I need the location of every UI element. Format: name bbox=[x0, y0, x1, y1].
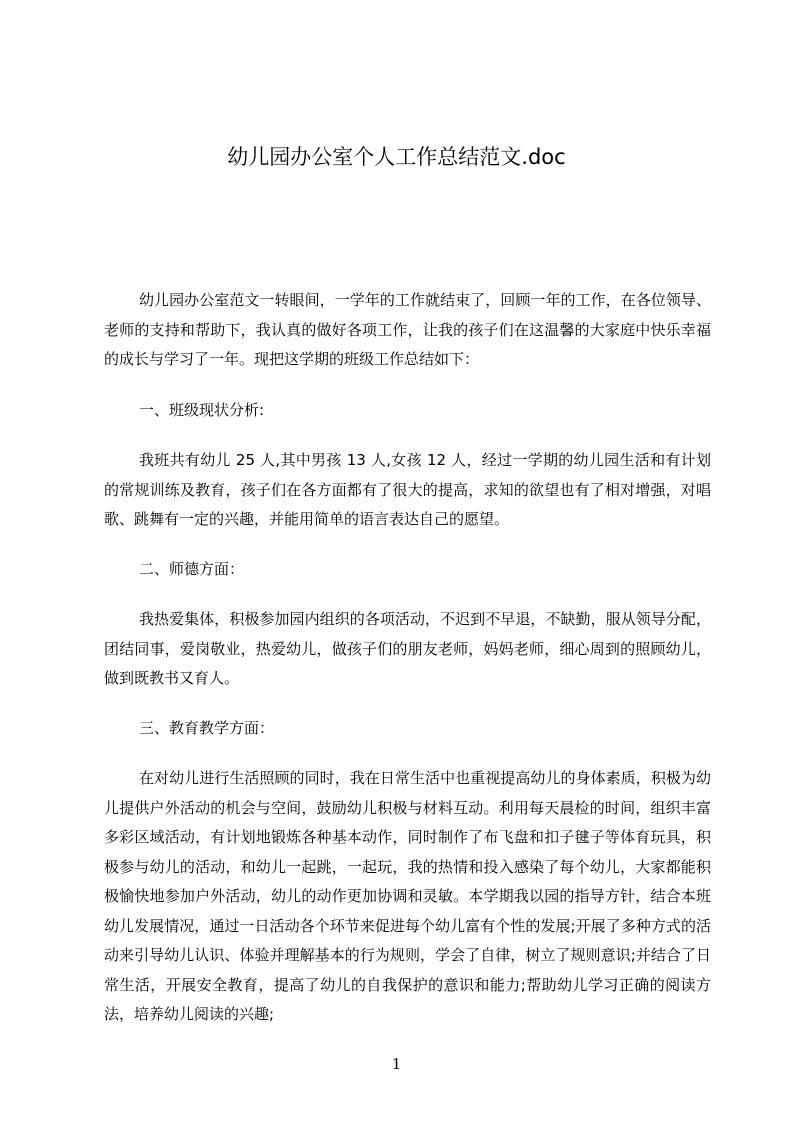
page-number: 1 bbox=[391, 1055, 402, 1073]
section-2-body: 我热爱集体，积极参加园内组织的各项活动，不迟到不早退，不缺勤，服从领导分配，团结同事，爱岗敬业，热爱幼儿，做孩子们的朋友老师，妈妈老师，细心周到的照顾幼儿，做到既教书又育人。 bbox=[104, 610, 711, 687]
section-3-body: 在对幼儿进行生活照顾的同时，我在日常生活中也重视提高幼儿的身体素质，积极为幼儿提供户外活动的机会与空间，鼓励幼儿积极与材料互动。利用每天晨检的时间，组织丰富多彩区域活动，有计划地锻炼各种基本动作，同时制作了布飞盘和扣子毽子等体育玩具，积极参与幼儿的活动，和幼儿一起跳，一起玩，我的热情和投入感染了每个幼儿，大家都能积极愉快地参加户外活动，幼儿的动作更加协调和灵敏。本学期我以园的指导方针，结合本班幼儿发展情况，通过一日活动各个环节来促进每个幼儿富有个性的发展;开展了多种方式的活动来引导幼儿认识、体验并理解基本的行为规则，学会了自律，树立了规则意识;并结合了日常生活，开展安全教育，提高了幼儿的自我保护的意识和能力;帮助幼儿学习正确的阅读方法，培养幼儿阅读的兴趣; bbox=[104, 769, 711, 1023]
intro-paragraph: 幼儿园办公室范文一转眼间，一学年的工作就结束了，回顾一年的工作，在各位领导、老师的支持和帮助下，我认真的做好各项工作，让我的孩子们在这温馨的大家庭中快乐幸福的成长与学习了一年。现把这学期的班级工作总结如下： bbox=[104, 291, 711, 368]
section-2-heading: 二、师德方面： bbox=[139, 560, 245, 578]
section-1-body: 我班共有幼儿 25 人,其中男孩 13 人,女孩 12 人，经过一学期的幼儿园生活和有计划的常规训练及教育，孩子们在各方面都有了很大的提高，求知的欲望也有了相对增强，对唱歌、跳舞有一定的兴趣，并能用简单的语言表达自己的愿望。 bbox=[104, 451, 711, 528]
section-1-heading: 一、班级现状分析: bbox=[139, 401, 265, 419]
document-title: 幼儿园办公室个人工作总结范文.doc bbox=[227, 145, 566, 169]
section-3-heading: 三、教育教学方面： bbox=[139, 719, 275, 737]
